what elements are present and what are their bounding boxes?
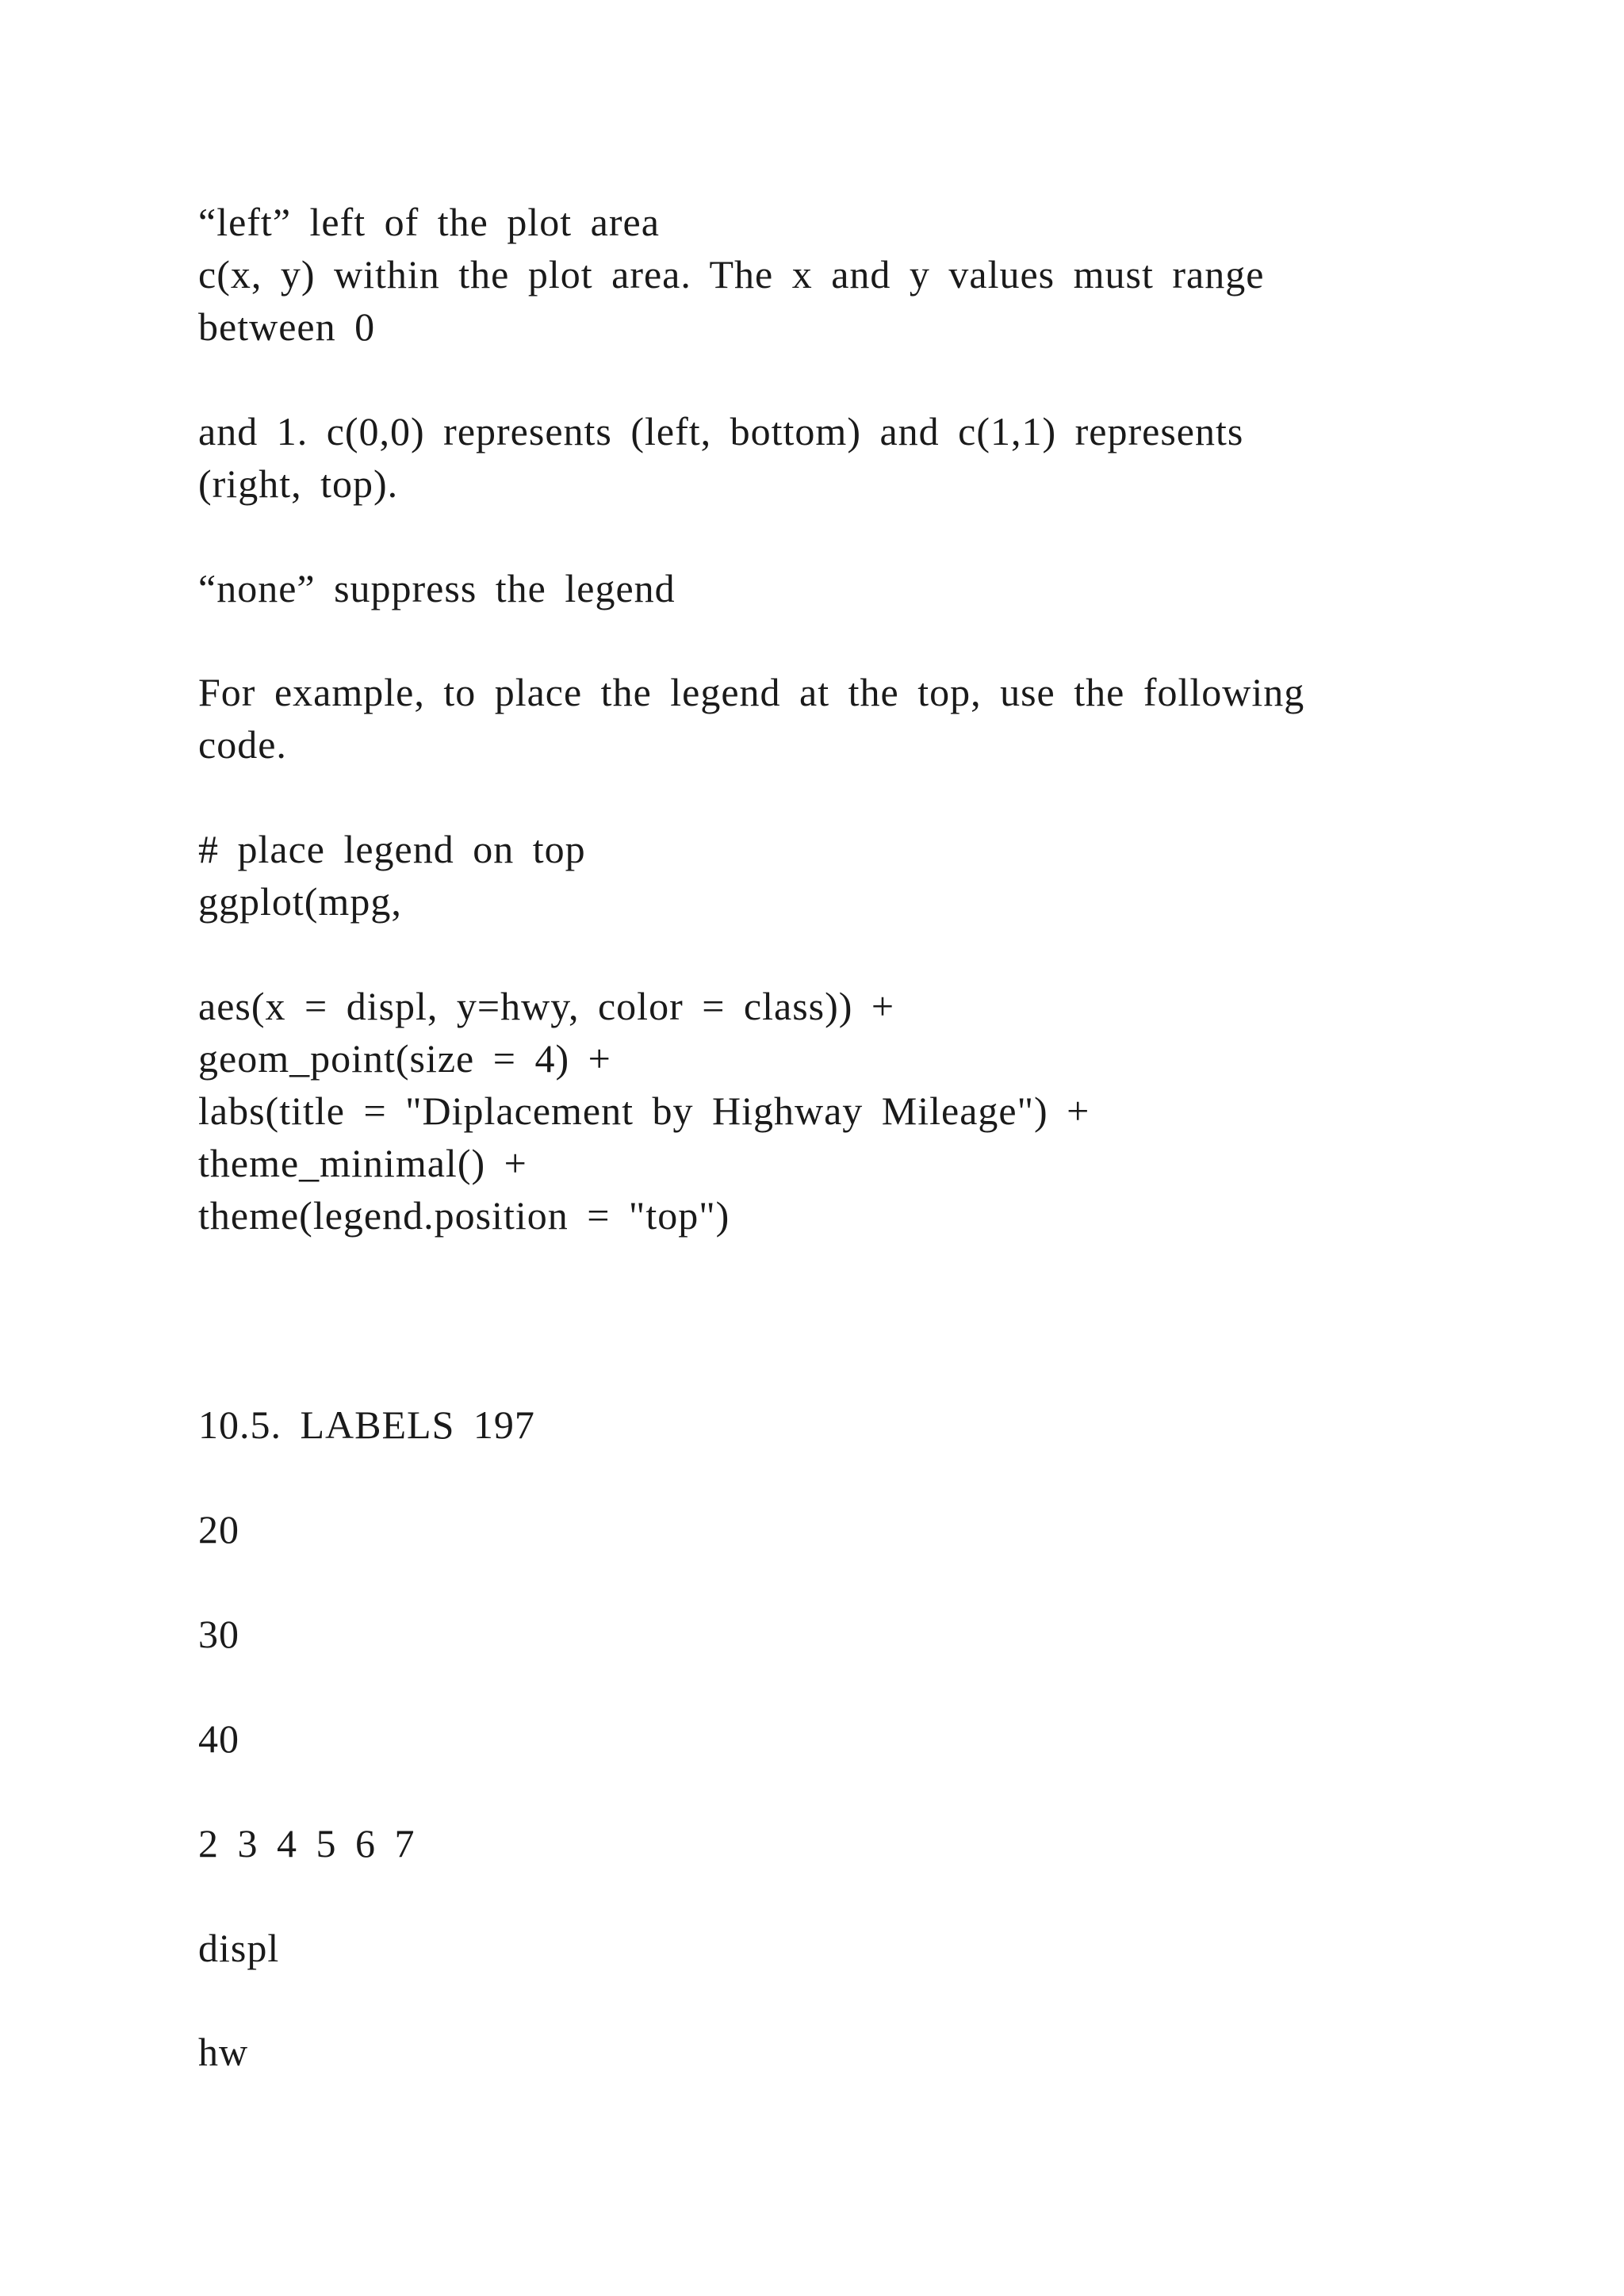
code-line-geom-point: geom_point(size = 4) + — [198, 1036, 611, 1081]
text-line-between: between 0 — [198, 304, 376, 349]
code-line-ggplot: ggplot(mpg, — [198, 879, 402, 924]
text-line-legend-none: “none” suppress the legend — [198, 566, 676, 610]
text-line-example: For example, to place the legend at the top, use the following — [198, 670, 1305, 714]
axis-text-displ: displ — [198, 1926, 280, 1970]
code-line-labs: labs(title = "Diplacement by Highway Mileage") + — [198, 1089, 1090, 1133]
code-line-aes: aes(x = displ, y=hwy, color = class)) + — [198, 984, 895, 1028]
axis-text-20: 20 — [198, 1507, 239, 1552]
axis-text-ticks: 2 3 4 5 6 7 — [198, 1821, 416, 1866]
axis-text-40: 40 — [198, 1716, 239, 1761]
section-header: 10.5. LABELS 197 — [198, 1402, 535, 1447]
axis-text-hw: hw — [198, 2030, 249, 2074]
text-line-legend-left: “left” left of the plot area — [198, 200, 660, 244]
text-line-right-top: (right, top). — [198, 461, 399, 506]
text-line-c00-c11: and 1. c(0,0) represents (left, bottom) and c(1,1) represents — [198, 409, 1244, 453]
axis-text-30: 30 — [198, 1612, 239, 1656]
text-line-code-word: code. — [198, 722, 287, 767]
code-line-comment: # place legend on top — [198, 827, 586, 871]
code-line-theme-legend: theme(legend.position = "top") — [198, 1193, 730, 1238]
text-line-xy-range: c(x, y) within the plot area. The x and y values must range — [198, 252, 1265, 297]
code-line-theme-minimal: theme_minimal() + — [198, 1141, 527, 1185]
